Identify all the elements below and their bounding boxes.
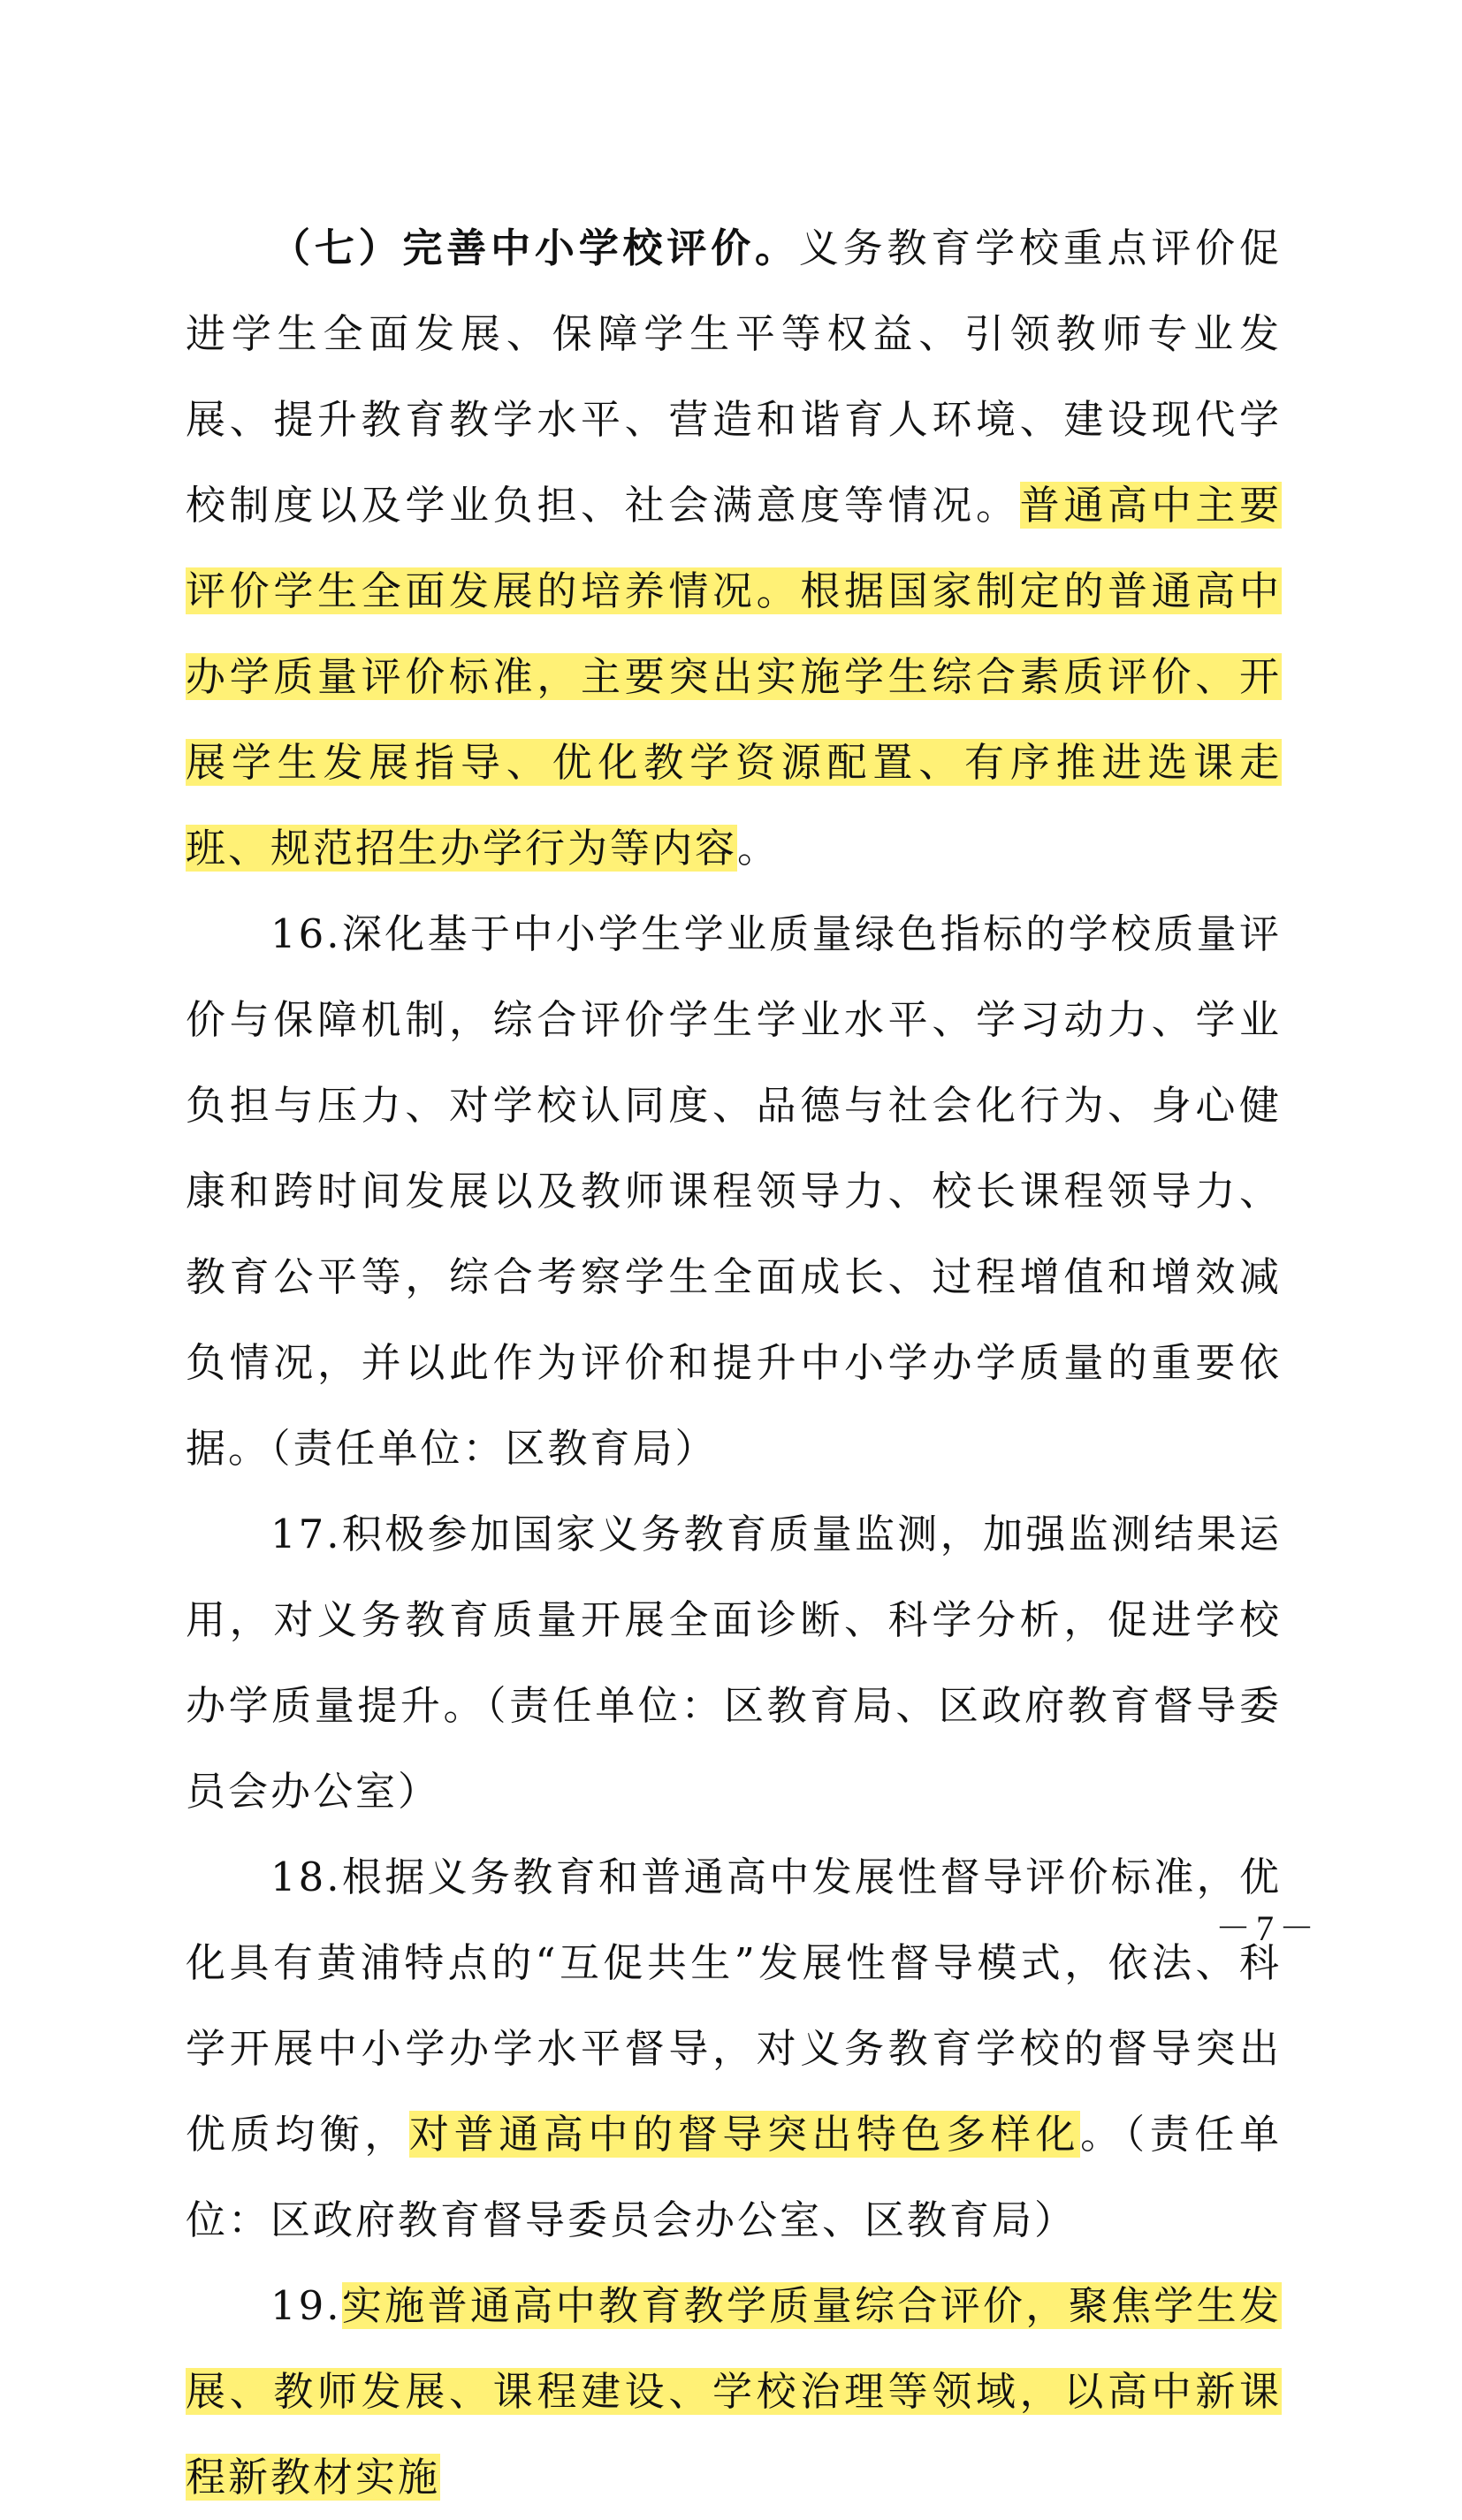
highlighted-text: 实施普通高中教育教学质量综合评价，聚焦学生发展、教师发展、课程建设、学校治理等领域，以高中新课程新教材实施 <box>186 2282 1282 2501</box>
item-16-paragraph <box>186 891 1282 1491</box>
item-16-text: 16.深化基于中小学生学业质量绿色指标的学校质量评价与保障机制，综合评价学生学业水平、学习动力、学业负担与压力、对学校认同度、品德与社会化行为、身心健康和跨时间发展以及教师课程领导力、校长课程领导力、教育公平等，综合考察学生全面成长、过程增值和增效减负情况，并以此作为评价和提升中小学办学质量的重要依据。（责任单位：区教育局） <box>186 910 1282 1472</box>
section-7-paragraph <box>186 205 1282 891</box>
page-number: －7－ <box>1215 1908 1320 1948</box>
document-body <box>186 205 1282 2520</box>
section-7-end-punctuation: 。 <box>737 825 780 872</box>
highlighted-text: 对普通高中的督导突出特色多样化 <box>409 2111 1081 2158</box>
item-18-text-tail: 。（责任单位：区政府教育督导委员会办公室、区教育局） <box>186 2111 1282 2243</box>
section-7-text: 义务教育学校重点评价促进学生全面发展、保障学生平等权益、引领教师专业发展、提升教育教学水平、营造和谐育人环境、建设现代学校制度以及学业负担、社会满意度等情况。 <box>186 225 1282 529</box>
item-19-number: 19. <box>270 2282 342 2329</box>
item-19-paragraph <box>186 2263 1282 2520</box>
item-18-paragraph <box>186 1834 1282 2263</box>
item-18-text: 18.根据义务教育和普通高中发展性督导评价标准，优化具有黄浦特点的“互促共生”发展性督导模式，依法、科学开展中小学办学水平督导，对义务教育学校的督导突出优质均衡， <box>186 1854 1282 2158</box>
highlighted-text: 普通高中主要评价学生全面发展的培养情况。根据国家制定的普通高中办学质量评价标准，主要突出实施学生综合素质评价、开展学生发展指导、优化教学资源配置、有序推进选课走班、规范招生办学行为等内容 <box>186 482 1282 872</box>
item-17-text: 17.积极参加国家义务教育质量监测，加强监测结果运用，对义务教育质量开展全面诊断、科学分析，促进学校办学质量提升。（责任单位：区教育局、区政府教育督导委员会办公室） <box>186 1511 1282 1815</box>
section-7-heading: （七）完善中小学校评价。 <box>270 225 799 271</box>
item-17-paragraph <box>186 1491 1282 1834</box>
